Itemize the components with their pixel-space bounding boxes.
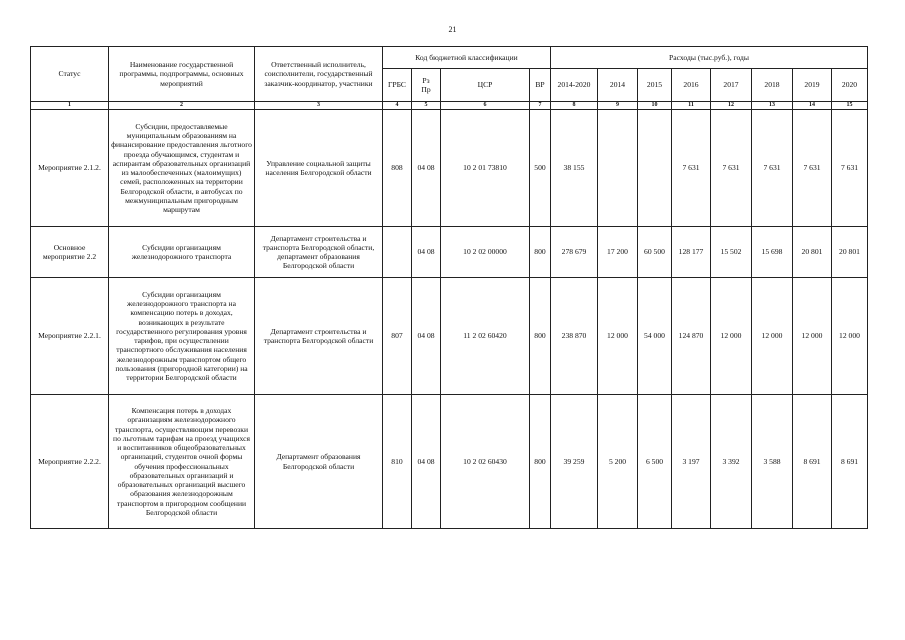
row-value: 8 691 xyxy=(832,395,868,529)
column-number: 6 xyxy=(441,102,530,110)
row-name: Субсидии организациям железнодорожного транспорта на компенсацию потерь в доходах, возникающих в результате государственного регулирования уровня тарифов, при осуществлении транспортного обслуживания населения железнодорожным транспортом общего пользования (пригородной категории) на территории Белгородской области xyxy=(109,278,255,395)
row-name: Субсидии, предоставляемые муниципальным образованиям на финансирование предоставления льготного проезда обучающимся, студентам и аспирантам образовательных организаций из малообеспеченных (малоимущих) семей, расположенных на территории Белгородской области, в автобусах по межмуниципальным пригородным маршрутам xyxy=(109,110,255,227)
header-year: 2014 xyxy=(598,69,638,102)
column-number: 4 xyxy=(383,102,412,110)
header-expenses: Расходы (тыс.руб.), годы xyxy=(551,47,868,69)
row-value: 7 631 xyxy=(793,110,832,227)
row-status: Основное мероприятие 2.2 xyxy=(31,227,109,278)
row-value: 238 870 xyxy=(551,278,598,395)
column-number: 2 xyxy=(109,102,255,110)
header-vr: ВР xyxy=(530,69,551,102)
row-value: 7 631 xyxy=(672,110,711,227)
table-row xyxy=(31,395,868,529)
row-value: 5 200 xyxy=(598,395,638,529)
row-value: 3 588 xyxy=(752,395,793,529)
row-vr: 800 xyxy=(530,227,551,278)
header-year: 2014-2020 xyxy=(551,69,598,102)
header-year: 2016 xyxy=(672,69,711,102)
column-number: 3 xyxy=(255,102,383,110)
row-executor: Департамент образования Белгородской области xyxy=(255,395,383,529)
row-rzpr: 04 08 xyxy=(412,110,441,227)
row-value: 54 000 xyxy=(638,278,672,395)
row-value: 39 259 xyxy=(551,395,598,529)
header-budget-code: Код бюджетной классификации xyxy=(383,47,551,69)
row-csr: 11 2 02 60420 xyxy=(441,278,530,395)
header-year: 2019 xyxy=(793,69,832,102)
budget-table xyxy=(30,46,868,529)
row-value: 38 155 xyxy=(551,110,598,227)
row-executor: Департамент строительства и транспорта Белгородской области xyxy=(255,278,383,395)
row-csr: 10 2 02 60430 xyxy=(441,395,530,529)
header-year: 2017 xyxy=(711,69,752,102)
row-vr: 800 xyxy=(530,278,551,395)
row-rzpr: 04 08 xyxy=(412,395,441,529)
column-number: 10 xyxy=(638,102,672,110)
row-value: 15 698 xyxy=(752,227,793,278)
row-value: 12 000 xyxy=(793,278,832,395)
header-year: 2020 xyxy=(832,69,868,102)
row-value: 12 000 xyxy=(832,278,868,395)
row-value: 12 000 xyxy=(752,278,793,395)
column-number: 9 xyxy=(598,102,638,110)
row-executor: Управление социальной защиты населения Белгородской области xyxy=(255,110,383,227)
row-value: 15 502 xyxy=(711,227,752,278)
row-value: 12 000 xyxy=(598,278,638,395)
header-grbs: ГРБС xyxy=(383,69,412,102)
row-value: 20 801 xyxy=(832,227,868,278)
header-name: Наименование государственной программы, подпрограммы, основных мероприятий xyxy=(109,47,255,102)
column-number: 8 xyxy=(551,102,598,110)
row-grbs: 808 xyxy=(383,110,412,227)
row-value: 3 392 xyxy=(711,395,752,529)
row-status: Мероприятие 2.1.2. xyxy=(31,110,109,227)
column-number: 11 xyxy=(672,102,711,110)
row-grbs: 810 xyxy=(383,395,412,529)
table-row xyxy=(31,227,868,278)
row-value xyxy=(598,110,638,227)
row-value: 60 500 xyxy=(638,227,672,278)
column-number-row xyxy=(31,102,868,110)
row-value xyxy=(638,110,672,227)
header-year: 2015 xyxy=(638,69,672,102)
header-rzpr xyxy=(412,69,441,102)
header-csr: ЦСР xyxy=(441,69,530,102)
column-number: 7 xyxy=(530,102,551,110)
row-value: 7 631 xyxy=(832,110,868,227)
row-value: 3 197 xyxy=(672,395,711,529)
header-executor: Ответственный исполнитель, соисполнители, государственный заказчик-координатор, участники xyxy=(255,47,383,102)
row-grbs xyxy=(383,227,412,278)
row-value: 7 631 xyxy=(752,110,793,227)
page-number: 21 xyxy=(448,25,457,34)
column-number: 13 xyxy=(752,102,793,110)
header-year: 2018 xyxy=(752,69,793,102)
column-number: 14 xyxy=(793,102,832,110)
row-value: 128 177 xyxy=(672,227,711,278)
row-grbs: 807 xyxy=(383,278,412,395)
column-number: 12 xyxy=(711,102,752,110)
row-vr: 500 xyxy=(530,110,551,227)
header-rzpr-line1: Рз xyxy=(422,75,430,85)
header-row-1 xyxy=(31,47,868,69)
row-status: Мероприятие 2.2.1. xyxy=(31,278,109,395)
column-number: 1 xyxy=(31,102,109,110)
row-value: 17 200 xyxy=(598,227,638,278)
row-value: 124 870 xyxy=(672,278,711,395)
row-value: 7 631 xyxy=(711,110,752,227)
row-executor: Департамент строительства и транспорта Белгородской области, департамент образования Белгородской области xyxy=(255,227,383,278)
row-name: Субсидии организациям железнодорожного транспорта xyxy=(109,227,255,278)
row-name: Компенсация потерь в доходах организациям железнодорожного транспорта, осуществляющим перевозки по льготным тарифам на проезд учащихся и воспитанников общеобразовательных организаций, студентов очной формы обучения профессиональных образовательных организаций и образовательных организаций высшего образования железнодорожным транспортом в пригородном сообщении Белгородской области xyxy=(109,395,255,529)
column-number: 15 xyxy=(832,102,868,110)
row-status: Мероприятие 2.2.2. xyxy=(31,395,109,529)
row-csr: 10 2 01 73810 xyxy=(441,110,530,227)
row-value: 8 691 xyxy=(793,395,832,529)
table-row xyxy=(31,110,868,227)
table-row xyxy=(31,278,868,395)
row-rzpr: 04 08 xyxy=(412,227,441,278)
header-status: Статус xyxy=(31,47,109,102)
row-csr: 10 2 02 00000 xyxy=(441,227,530,278)
row-value: 12 000 xyxy=(711,278,752,395)
row-value: 278 679 xyxy=(551,227,598,278)
row-rzpr: 04 08 xyxy=(412,278,441,395)
row-vr: 800 xyxy=(530,395,551,529)
column-number: 5 xyxy=(412,102,441,110)
row-value: 20 801 xyxy=(793,227,832,278)
row-value: 6 500 xyxy=(638,395,672,529)
header-rzpr-line2: Пр xyxy=(421,85,431,94)
